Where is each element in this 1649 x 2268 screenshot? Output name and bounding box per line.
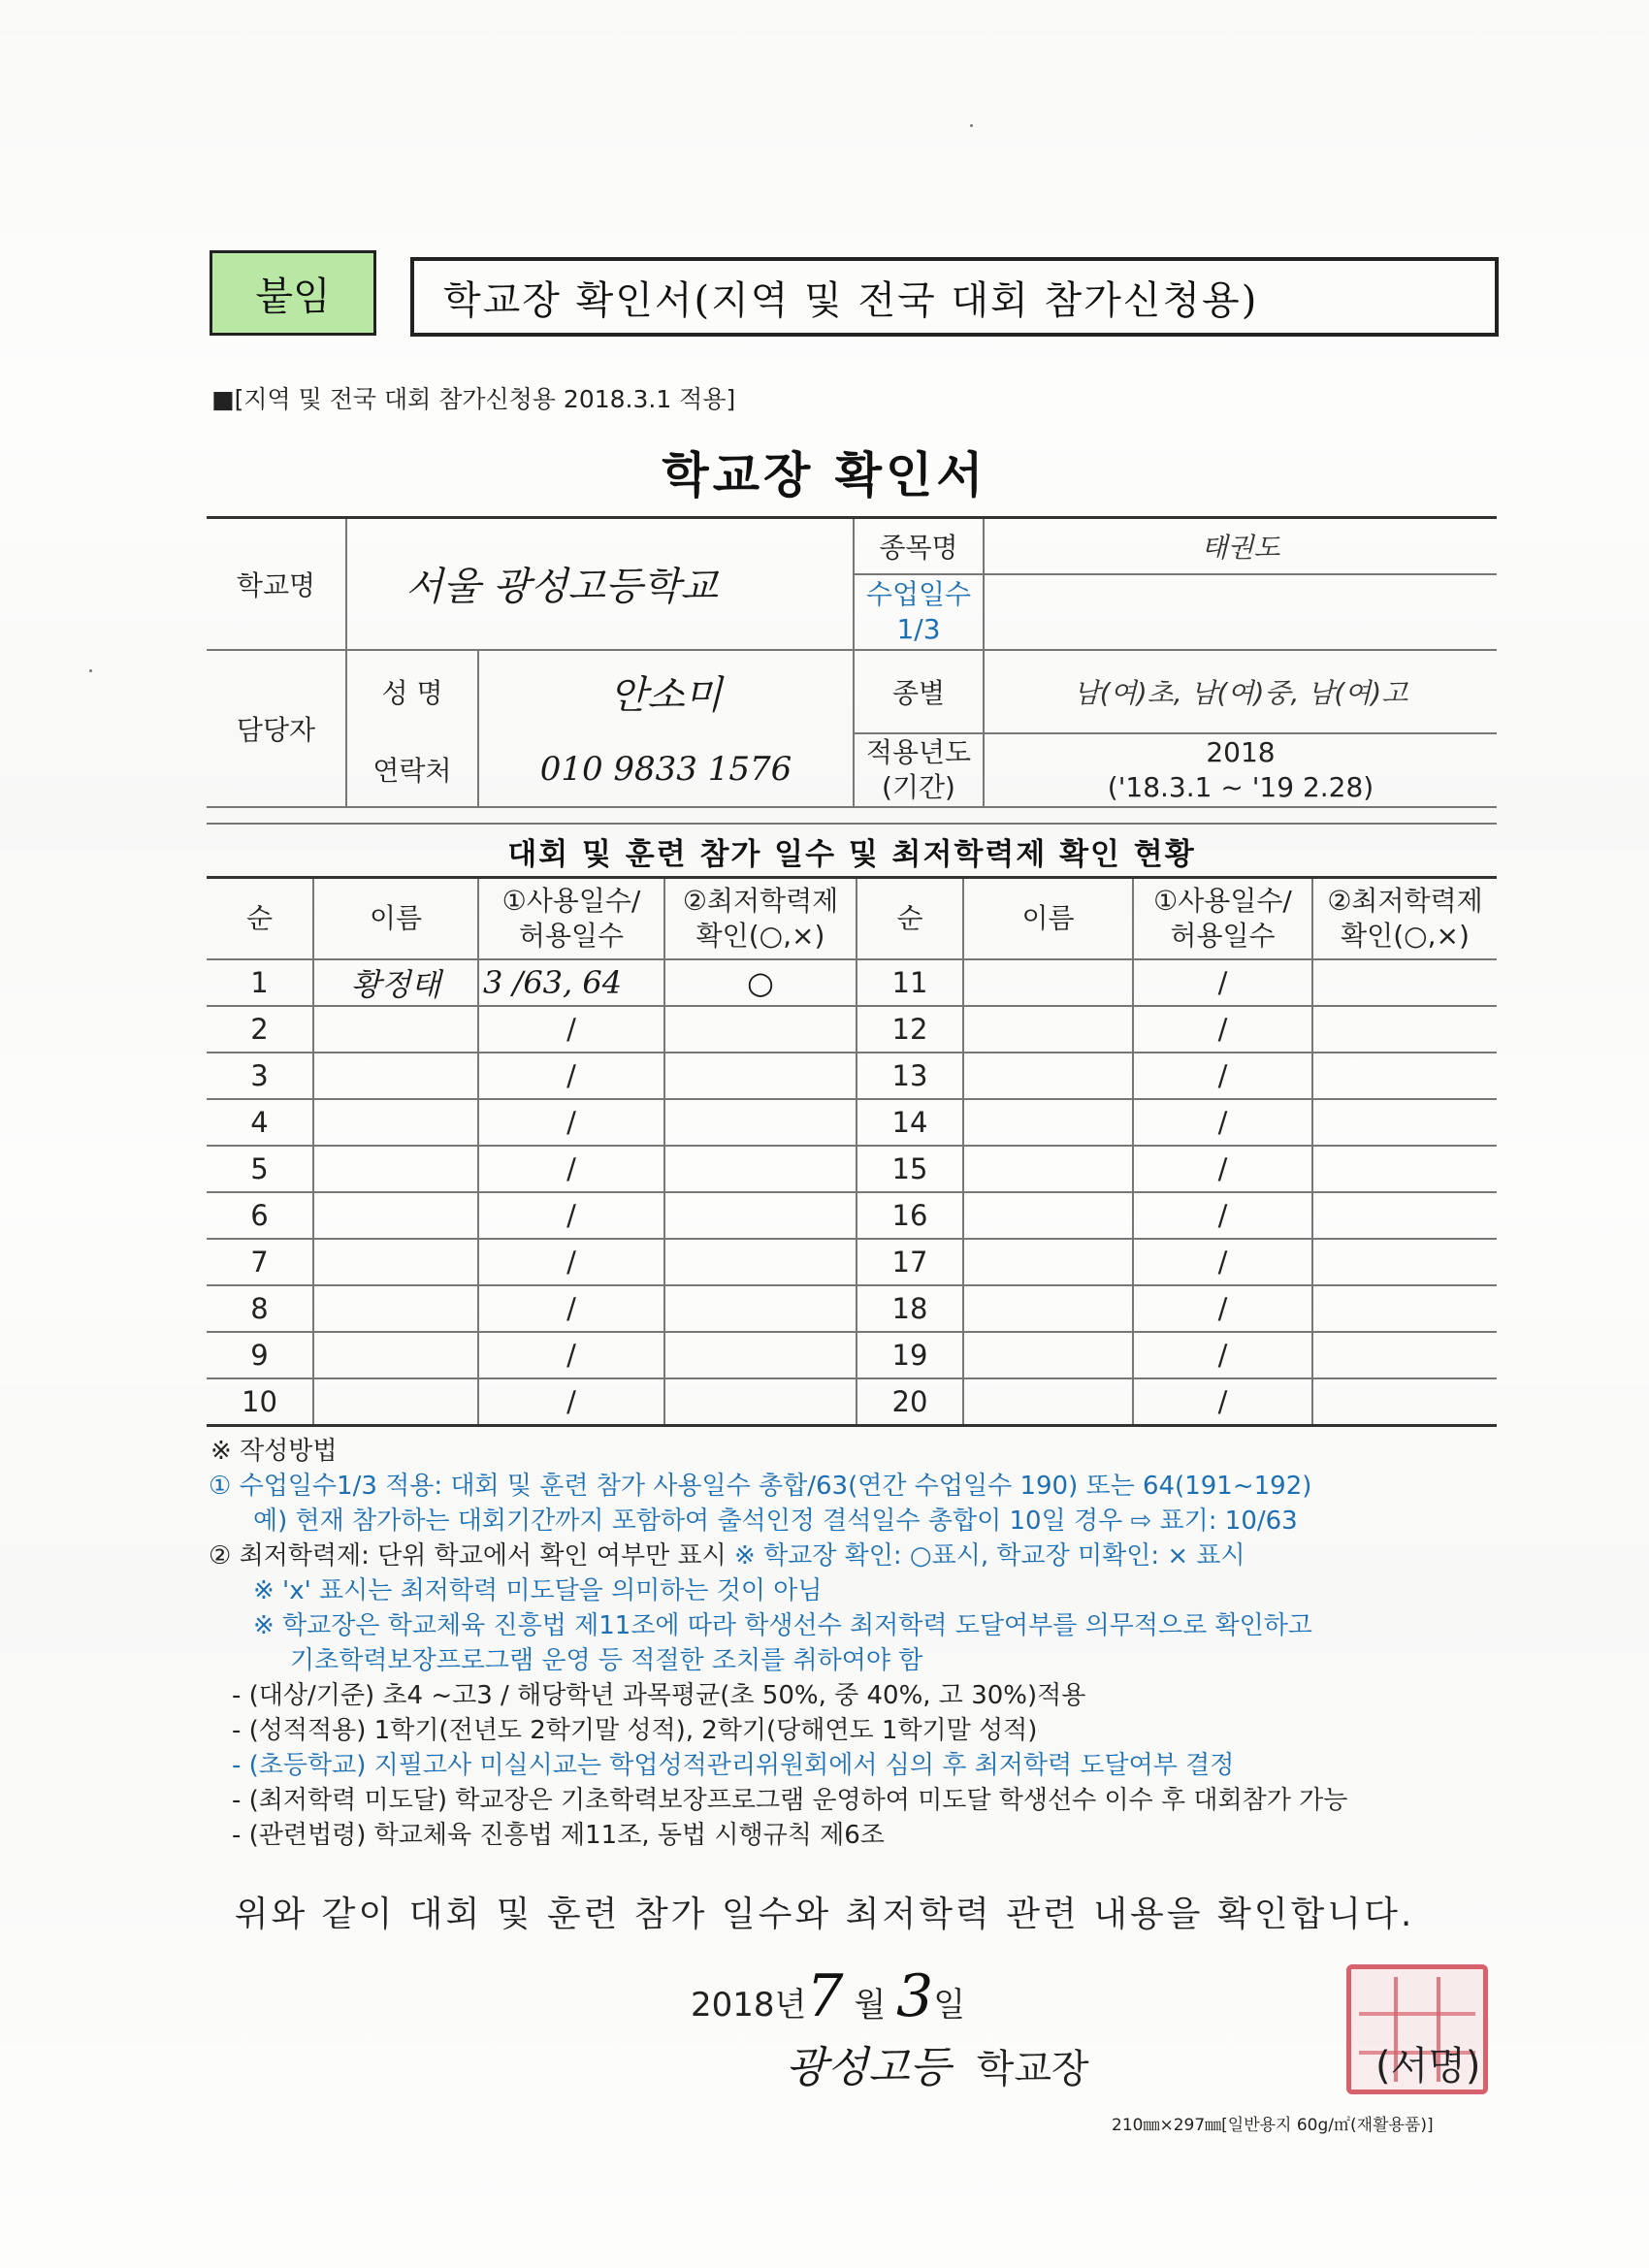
- row-no: 14: [857, 1099, 963, 1146]
- table-row: [207, 1053, 1497, 1099]
- section-title: 대회 및 훈련 참가 일수 및 최저학력제 확인 현황: [207, 823, 1497, 877]
- row-name: [313, 1332, 478, 1378]
- row-days: /: [1133, 1285, 1312, 1332]
- days-label-text: 수업일수: [865, 577, 972, 610]
- col-days-line2: 허용일수: [518, 920, 625, 952]
- table-row: [207, 959, 1497, 1006]
- col-days-line1: ①사용일수/: [1153, 885, 1292, 917]
- days-ratio-text: 1/3: [896, 612, 941, 645]
- manager-label: 담당자: [207, 650, 346, 807]
- roster-table: [207, 876, 1497, 1427]
- row-check: [664, 1146, 857, 1192]
- note-line: 예) 현재 참가하는 대회기간까지 포함하여 출석인정 결석일수 총합이 10일 경우 ⇨ 표기: 10/63: [253, 1507, 1298, 1536]
- row-no: 9: [207, 1332, 313, 1378]
- row-check: [664, 1006, 857, 1053]
- row-no: 10: [207, 1378, 313, 1426]
- col-check-line2: 확인(○,×): [695, 920, 825, 952]
- document-title-box: 학교장 확인서(지역 및 전국 대회 참가신청용): [410, 257, 1499, 337]
- row-no: 7: [207, 1239, 313, 1285]
- notes-heading: ※ 작성방법: [210, 1437, 338, 1466]
- row-name: [963, 1006, 1133, 1053]
- school-name-handwritten: 서울 광성고등학교: [405, 565, 718, 610]
- col-days-line2: 허용일수: [1170, 920, 1276, 952]
- row-check: [664, 1332, 857, 1378]
- table-row: [207, 1239, 1497, 1285]
- info-table: [207, 516, 1497, 808]
- year-label: [854, 733, 984, 807]
- row-no: 4: [207, 1099, 313, 1146]
- row-check: [1312, 959, 1497, 1006]
- contact-handwritten: 010 9833 1576: [539, 750, 792, 789]
- table-row: [207, 1099, 1497, 1146]
- row-check: [1312, 1332, 1497, 1378]
- confirmation-statement: 위와 같이 대회 및 훈련 참가 일수와 최저학력 관련 내용을 확인합니다.: [234, 1895, 1415, 1934]
- row-check: [1312, 1192, 1497, 1239]
- contact-value: [478, 733, 854, 807]
- row-no: 16: [857, 1192, 963, 1239]
- date-month-label: 월: [843, 1986, 897, 2025]
- year-value: [984, 733, 1497, 807]
- row-no: 8: [207, 1285, 313, 1332]
- seal-stroke: [1359, 2012, 1475, 2016]
- row-days: /: [1133, 1332, 1312, 1378]
- note-line: - (관련법령) 학교체육 진흥법 제11조, 동법 시행규칙 제6조: [232, 1821, 885, 1850]
- row-days: /: [1133, 1006, 1312, 1053]
- row-no: 13: [857, 1053, 963, 1099]
- col-days-right: [1133, 878, 1312, 960]
- col-days-line1: ①사용일수/: [501, 885, 641, 917]
- table-row: [207, 1285, 1497, 1332]
- row-name: [963, 959, 1133, 1006]
- row-name: [313, 959, 478, 1006]
- principal-signature-row: [786, 2032, 1089, 2094]
- table-row: [207, 1192, 1497, 1239]
- row-check: [1312, 1053, 1497, 1099]
- note-line: - (성적적용) 1학기(전년도 2학기말 성적), 2학기(당해연도 1학기말 성적): [232, 1716, 1038, 1745]
- row-name: [963, 1285, 1133, 1332]
- col-check-line1: ②최저학력제: [682, 885, 839, 917]
- col-check-left: [664, 878, 857, 960]
- row-name: [313, 1146, 478, 1192]
- sport-label: 종목명: [854, 518, 984, 574]
- student-name-handwritten: 황정태: [350, 966, 441, 1003]
- date-day-handwritten: 3: [896, 1962, 934, 2030]
- row-days: /: [478, 1332, 664, 1378]
- row-name: [313, 1192, 478, 1239]
- row-days: /: [478, 1099, 664, 1146]
- row-no: 17: [857, 1239, 963, 1285]
- row-days: [478, 959, 664, 1006]
- category-value-text: 남(여)초, 남(여)중, 남(여)고: [1073, 676, 1408, 709]
- row-name: [963, 1239, 1133, 1285]
- row-check: [1312, 1285, 1497, 1332]
- check-handwritten: ○: [747, 964, 774, 1001]
- row-no: 3: [207, 1053, 313, 1099]
- category-value: [984, 650, 1497, 733]
- school-handwritten: 광성고등: [786, 2043, 952, 2092]
- year-value-text: 2018: [1206, 735, 1276, 768]
- principal-label: 학교장: [976, 2047, 1089, 2091]
- table-row: [207, 1378, 1497, 1426]
- date-month-handwritten: 7: [806, 1962, 844, 2030]
- note-line: ① 수업일수1/3 적용: 대회 및 훈련 참가 사용일수 총합/63(연간 수업일수 190) 또는 64(191~192): [209, 1472, 1312, 1501]
- name-label: 성 명: [346, 650, 478, 733]
- table-row: [207, 1146, 1497, 1192]
- period-label-text: (기간): [882, 770, 955, 803]
- note-part: ② 최저학력제: 단위 학교에서 확인 여부만 표시: [209, 1541, 735, 1571]
- period-value-text: ('18.3.1 ~ '19 2.28): [1107, 770, 1374, 803]
- col-no-right: 순: [857, 878, 963, 960]
- row-name: [313, 1099, 478, 1146]
- row-days: /: [478, 1006, 664, 1053]
- row-name: [963, 1146, 1133, 1192]
- col-no-left: 순: [207, 878, 313, 960]
- row-check: [664, 1285, 857, 1332]
- row-days: /: [478, 1239, 664, 1285]
- row-check: [1312, 1099, 1497, 1146]
- row-no: 18: [857, 1285, 963, 1332]
- category-label: 종별: [854, 650, 984, 733]
- row-days: /: [1133, 1146, 1312, 1192]
- row-name: [963, 1332, 1133, 1378]
- row-days: /: [478, 1192, 664, 1239]
- note-part: ※ 학교장 확인: ○표시, 학교장 미확인: × 표시: [734, 1541, 1245, 1571]
- date-year: 2018년: [691, 1986, 807, 2025]
- row-no: 12: [857, 1006, 963, 1053]
- row-no: 20: [857, 1378, 963, 1426]
- school-label: 학교명: [207, 518, 346, 650]
- row-days: /: [478, 1146, 664, 1192]
- year-label-text: 적용년도: [865, 735, 972, 768]
- row-days: /: [1133, 1192, 1312, 1239]
- row-no: 2: [207, 1006, 313, 1053]
- row-name: [313, 1285, 478, 1332]
- row-name: [963, 1192, 1133, 1239]
- contact-label: 연락처: [346, 733, 478, 807]
- note-line: - (대상/기준) 초4 ~고3 / 해당학년 과목평균(초 50%, 중 40%, 고 30%)적용: [232, 1681, 1086, 1710]
- row-name: [963, 1378, 1133, 1426]
- note-line: 기초학력보장프로그램 운영 등 적절한 조치를 취하여야 함: [290, 1646, 923, 1675]
- days-label: [854, 574, 984, 650]
- table-row: [207, 1332, 1497, 1378]
- col-name-left: 이름: [313, 878, 478, 960]
- table-row: [207, 1006, 1497, 1053]
- school-value: [346, 518, 854, 650]
- row-check: [664, 1378, 857, 1426]
- paper-spec-footer: 210㎜×297㎜[일반용지 60g/㎡(재활용품)]: [1112, 2116, 1434, 2135]
- note-line: [209, 1539, 1499, 1573]
- row-check: [1312, 1006, 1497, 1053]
- row-no: 19: [857, 1332, 963, 1378]
- sport-value: [984, 518, 1497, 574]
- col-days-left: [478, 878, 664, 960]
- paper-speck: [89, 669, 92, 672]
- date-day-label: 일: [933, 1986, 966, 2025]
- name-value: [478, 650, 854, 733]
- manager-name-handwritten: 안소미: [609, 672, 723, 718]
- row-name: [313, 1239, 478, 1285]
- col-name-right: 이름: [963, 878, 1133, 960]
- row-days: /: [478, 1378, 664, 1426]
- row-check: [664, 1099, 857, 1146]
- days-handwritten: 3 /63, 64: [483, 964, 623, 1001]
- row-no: 11: [857, 959, 963, 1006]
- sport-value-text: 태권도: [1201, 531, 1280, 564]
- row-no: 6: [207, 1192, 313, 1239]
- row-name: [963, 1053, 1133, 1099]
- days-value-empty: [984, 574, 1497, 650]
- row-name: [313, 1378, 478, 1426]
- applicability-note: ■[지역 및 전국 대회 참가신청용 2018.3.1 적용]: [211, 385, 736, 413]
- row-check: [664, 1192, 857, 1239]
- row-check: [1312, 1239, 1497, 1285]
- row-name: [963, 1099, 1133, 1146]
- row-no: 5: [207, 1146, 313, 1192]
- row-no: 15: [857, 1146, 963, 1192]
- row-check: [1312, 1146, 1497, 1192]
- row-check: [664, 959, 857, 1006]
- row-days: /: [1133, 1053, 1312, 1099]
- row-days: /: [1133, 1239, 1312, 1285]
- issue-date: [691, 1962, 965, 2030]
- sign-label: (서명): [1375, 2044, 1481, 2089]
- page-title: 학교장 확인서: [662, 447, 987, 503]
- row-check: [664, 1239, 857, 1285]
- row-name: [313, 1053, 478, 1099]
- paper-speck: [970, 124, 973, 127]
- roster-header-row: [207, 878, 1497, 960]
- row-days: /: [1133, 1099, 1312, 1146]
- row-days: /: [1133, 1378, 1312, 1426]
- row-check: [1312, 1378, 1497, 1426]
- row-days: /: [478, 1053, 664, 1099]
- row-check: [664, 1053, 857, 1099]
- col-check-line1: ②최저학력제: [1327, 885, 1483, 917]
- note-line: - (최저학력 미도달) 학교장은 기초학력보장프로그램 운영하여 미도달 학생선수 이수 후 대회참가 가능: [232, 1786, 1348, 1815]
- note-line: ※ 'x' 표시는 최저학력 미도달을 의미하는 것이 아님: [253, 1576, 823, 1605]
- row-name: [313, 1006, 478, 1053]
- attachment-badge: 붙임: [210, 250, 376, 336]
- row-days: /: [478, 1285, 664, 1332]
- note-line: ※ 학교장은 학교체육 진흥법 제11조에 따라 학생선수 최저학력 도달여부를 의무적으로 확인하고: [253, 1611, 1312, 1640]
- row-no: 1: [207, 959, 313, 1006]
- col-check-line2: 확인(○,×): [1341, 920, 1470, 952]
- note-line: - (초등학교) 지필고사 미실시교는 학업성적관리위원회에서 심의 후 최저학력 도달여부 결정: [232, 1751, 1235, 1780]
- col-check-right: [1312, 878, 1497, 960]
- instructions-block: [209, 1434, 1499, 1853]
- row-days: /: [1133, 959, 1312, 1006]
